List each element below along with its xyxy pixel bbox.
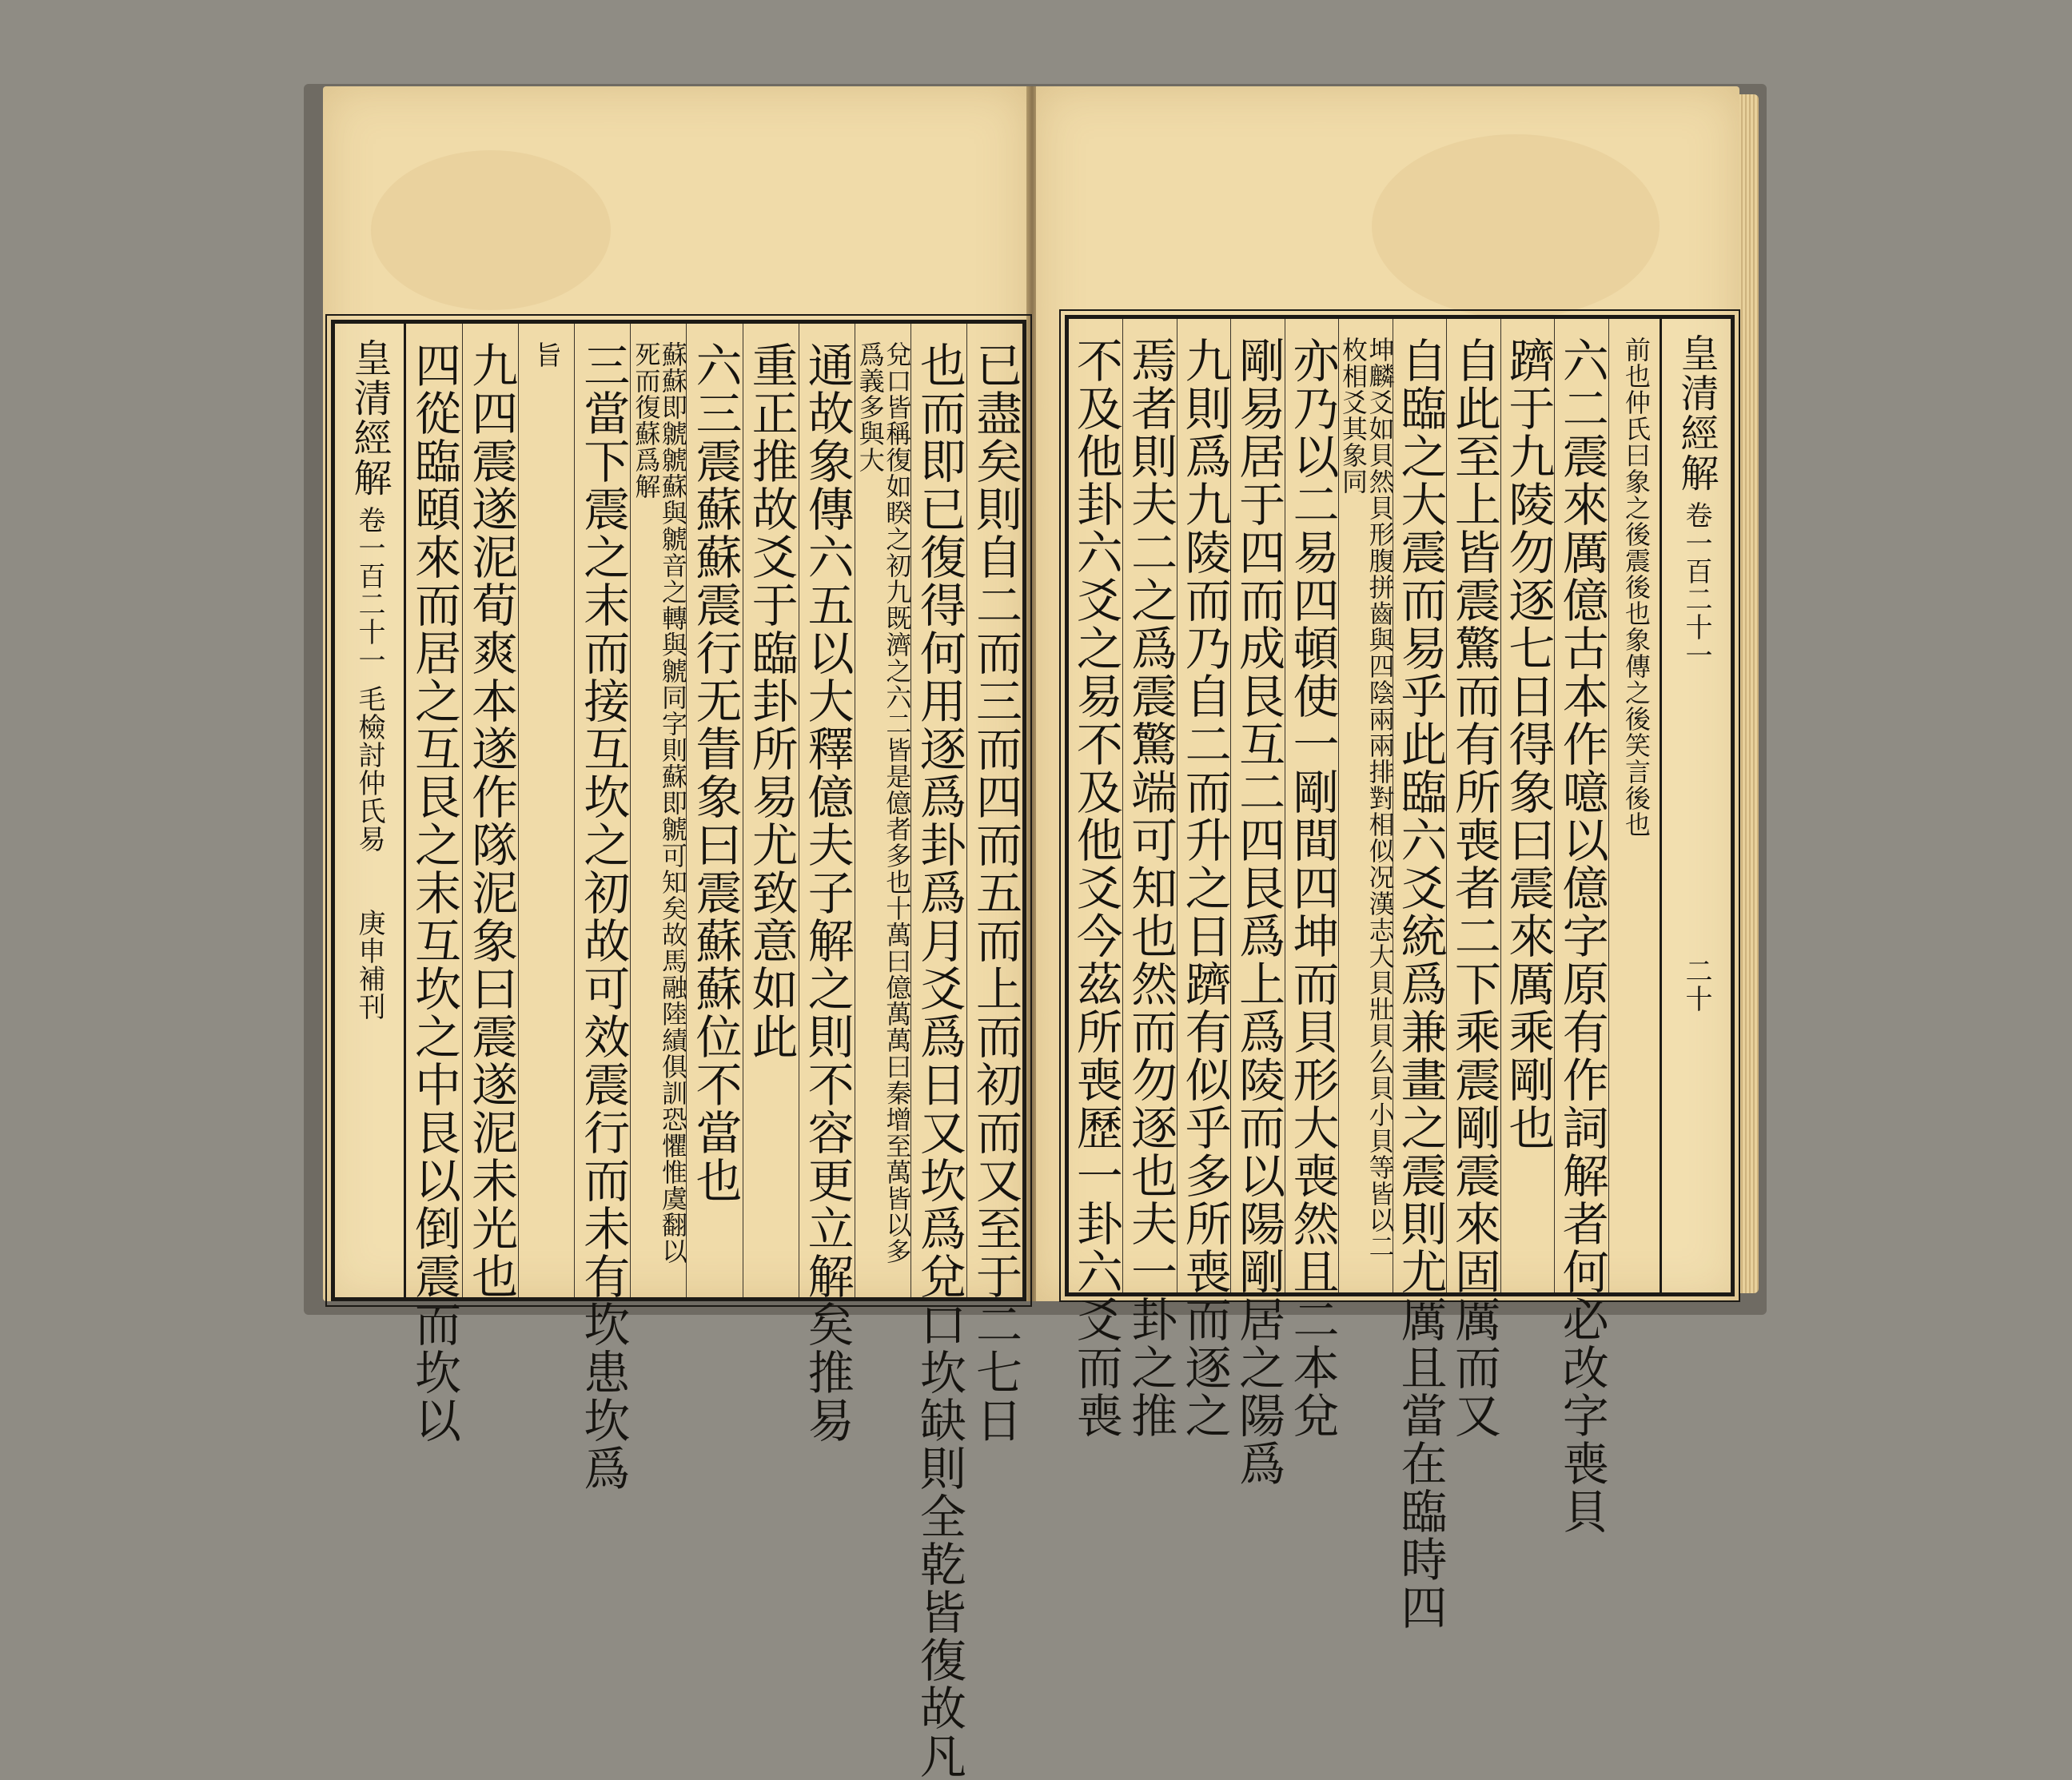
right-page-column (1393, 319, 1448, 1631)
left-page (323, 86, 1026, 1780)
book-title-right: 皇清經解 (1674, 333, 1719, 493)
left-page-column (518, 324, 575, 1297)
section-subtitle: 毛檢討仲氏易 (353, 685, 385, 853)
right-text-frame (1065, 315, 1735, 1631)
left-page-column-text: 重正推故爻于臨卦所易尤致意如此 (743, 341, 799, 1061)
right-page-column-text: 焉者則夫二之爲震驚端可知也然而勿逐也夫一卦之推 (1123, 336, 1178, 1440)
left-margin-column (335, 324, 406, 1297)
left-page-column-text: 也而即已復得何用逐爲卦爲月爻爲日又坎爲兌口坎缺則全乾皆復故凡 (911, 341, 966, 1780)
right-page-column (1068, 319, 1123, 1440)
right-page-column (1554, 319, 1609, 1535)
left-page-column-text: 四從臨頤來而居之互艮之末互坎之中艮以倒震而坎以 (407, 341, 462, 1444)
left-page-column (574, 324, 631, 1492)
right-page-column-text: 九則爲九陵而乃自二而升之日躋有似乎多所喪而逐之 (1177, 336, 1232, 1440)
volume-label-right: 卷一百二十一 (1680, 501, 1712, 669)
right-page-column-text: 剛易居于四而成艮互二四艮爲上爲陵而以陽剛居之陽爲 (1231, 336, 1286, 1487)
right-page-column (1177, 319, 1232, 1440)
right-page-column (1500, 319, 1555, 1292)
right-page-column-text: 前也仲氏曰象之後震後也象傳之後笑言後也 (1621, 336, 1652, 838)
left-page-column (406, 324, 462, 1444)
left-page-column (910, 324, 967, 1780)
left-page-column-text: 蘇蘇即虩虩蘇與虩音之轉與虩同字則蘇即虩可知矣故馬融陸績俱訓恐懼惟虞翻以死而復蘇爲解 (631, 341, 688, 1264)
left-page-column-text: 兌口皆稱復如睽之初九既濟之六二皆是億者多也十萬曰億萬萬曰秦增至萬皆以多爲義多與大 (855, 341, 913, 1264)
publisher-note: 庚申補刊 (353, 909, 385, 1021)
left-page-column-text: 六三震蘇蘇震行无眚象曰震蘇蘇位不當也 (687, 341, 743, 1205)
right-page-column (1230, 319, 1286, 1487)
left-page-column (686, 324, 743, 1297)
left-page-column (799, 324, 855, 1444)
volume-label: 卷一百二十一 (353, 506, 385, 674)
left-page-column-text: 旨 (531, 341, 563, 368)
right-page-column-text: 六二震來厲億古本作噫以億字原有作詞解者何必改字喪貝 (1554, 336, 1609, 1535)
right-page-column-text: 不及他卦六爻之易不及他爻今茲所喪歷一卦六爻而喪 (1068, 336, 1123, 1440)
right-margin-column (1660, 319, 1731, 1292)
left-page-column-text: 三當下震之末而接互坎之初故可效震行而未有坎患坎爲 (576, 341, 631, 1492)
right-page-column (1337, 319, 1396, 1292)
right-page-column (1608, 319, 1663, 1292)
left-page-column (966, 324, 1023, 1444)
left-page-column (743, 324, 799, 1297)
right-page-column (1122, 319, 1178, 1440)
left-page-column-text: 九四震遂泥荀爽本遂作隊泥象曰震遂泥未光也 (464, 341, 519, 1300)
right-page-column (1285, 319, 1340, 1440)
right-page-column-text: 亦乃以二易四頓使一剛間四坤而貝形大喪然且二本兌 (1285, 336, 1340, 1440)
right-page-column-text: 坤麟爻如貝然貝形腹拼齒與四陰兩兩排對相似况漢志大貝壯貝么貝小貝等皆以二枚相爻其象同 (1337, 336, 1396, 1260)
right-text-columns (1068, 319, 1662, 1631)
right-page (1036, 86, 1739, 1631)
folio-number: 二十 (1680, 957, 1712, 1013)
left-page-column (462, 324, 519, 1300)
right-page-column-text: 躋于九陵勿逐七日得象曰震來厲乘剛也 (1500, 336, 1556, 1152)
right-page-column-text: 自臨之大震而易乎此臨六爻統爲兼畫之震則尤厲且當在臨時四 (1393, 336, 1448, 1631)
right-page-column-text: 自此至上皆震驚而有所喪者二下乘震剛震來固厲而又 (1446, 336, 1501, 1440)
left-page-column-text: 已盡矣則自二而三而四而五而上而初而又至于二七日 (967, 341, 1022, 1444)
right-page-column (1446, 319, 1501, 1440)
left-page-column (855, 324, 911, 1297)
left-text-frame (331, 320, 1026, 1780)
left-page-column (630, 324, 687, 1297)
left-text-columns (406, 324, 1022, 1780)
left-page-column-text: 通故象傳六五以大釋億夫子解之則不容更立解矣推易 (799, 341, 855, 1444)
book-title: 皇清經解 (347, 338, 392, 498)
